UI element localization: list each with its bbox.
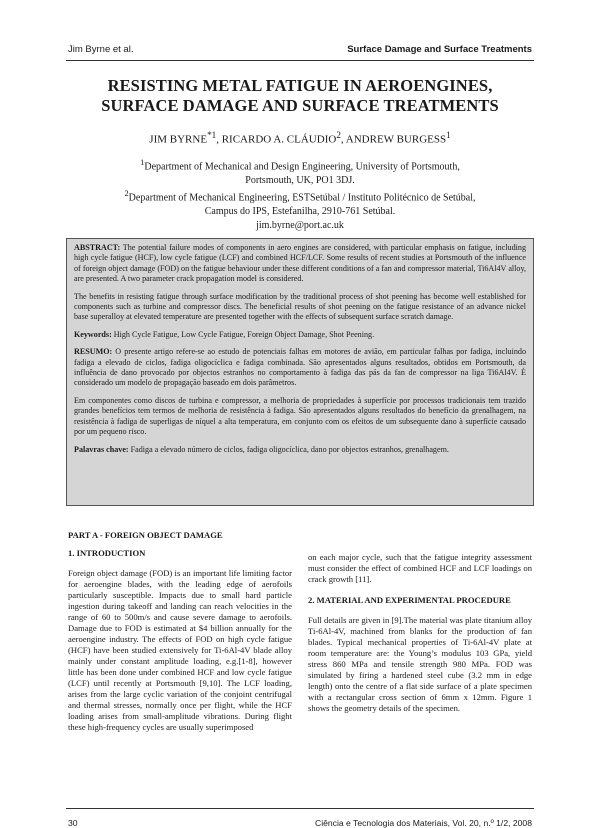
left-column [68,548,292,743]
palavras-paragraph [74,445,526,455]
abstract-paragraph-2: The benefits in resisting fatigue through surface modification by the traditional process of shot peening has become well established for components such as turbine and compressor discs. The beneficial results of shot peening on the fatigue resistance of an advance nickel base superalloy at elevated temperature are presented together with the effects of subsequent surface scratch damage. [74,291,526,322]
resumo-paragraph-1 [74,347,526,389]
author-1: JIM BYRNE [149,133,208,146]
abstract-paragraph-1 [74,243,526,285]
section-1-title: 1. INTRODUCTION [68,548,146,558]
affiliation-1-line-2: Portsmouth, UK, PO1 3DJ. [245,174,355,186]
header-rule [66,60,534,61]
section-1-continuation: on each major cycle, such that the fatigue integrity assessment must consider the effect of combined HCF and LCF loadings on crack growth [11]. [308,552,532,584]
affiliation-1-line-1: Department of Mechanical and Design Engineering, University of Portsmouth, [144,161,460,173]
running-header-authors: Jim Byrne et al. [68,44,134,55]
page-number: 30 [68,818,78,828]
author-3: , ANDREW BURGESS [340,133,447,146]
affiliations [80,156,520,232]
running-header-topic: Surface Damage and Surface Treatments [347,44,532,55]
keywords-paragraph [74,330,526,340]
abstract-label: ABSTRACT: [74,243,121,252]
resumo-label: RESUMO: [74,347,113,357]
author-2-marker: 2 [336,130,341,140]
part-heading: PART A - FOREIGN OBJECT DAMAGE [68,530,223,540]
author-list [60,130,540,146]
affiliation-2-line-2: Campus do IPS, Estefanilha, 2910-761 Setúbal. [204,206,396,218]
corresponding-email: jim.byrne@port.ac.uk [256,219,344,231]
resumo-text-1: O presente artigo refere-se ao estudo de potenciais falhas em motores de avião, em particular falhas por fadiga, incluindo fadiga a elevado de ciclos, fadiga oligocíclica e fadiga combinada. São apresentados alguns resultados, obtidos em Portsmouth, da influência de dano provocado por objectos estranhos no comportamento à fadiga das pás da fan de compressor na liga Ti6Al4V. É considerado um modelo de propagação baseado em dois parâmetros. [74,347,526,388]
keywords-text: High Cycle Fatigue, Low Cycle Fatigue, Foreign Object Damage, Shot Peening. [111,329,375,339]
footer-rule [66,808,534,809]
author-2: , RICARDO A. CLÁUDIO [216,133,337,146]
resumo-paragraph-2: Em componentes como discos de turbina e compressor, a melhoria de propriedades à superfície por processos tradicionais tem trazido grandes benefícios tem termos de melhoria de resistência à fadiga. São apresentados alguns resultados do benefício da grenalhagem, na resistência à fadiga de superligas de níquel a alta temperatura, em conjunto com os efeitos de um subsequente dano à superfície causado por um pequeno risco. [74,395,526,437]
affiliation-2-marker: 2 [124,189,129,199]
abstract-box [66,238,534,506]
palavras-text: Fadiga a elevado número de ciclos, fadiga oligocíclica, dano por objectos estranhos, grenalhagem. [128,444,449,454]
title-line-1: RESISTING METAL FATIGUE IN AEROENGINES, [107,76,493,95]
author-1-marker: *1 [207,130,217,140]
section-2-text: Full details are given in [9].The material was plate titanium alloy Ti-6Al-4V, machined from blanks for the production of fan blades. Typical mechanical properties of Ti-6Al-4V plate at room temperature are: the Young’s modulus 103 GPa, yield stress 860 MPa and tensile strength 980 MPa. FOD was simulated by firing a hardened steel cube (3.2 mm in edge length) onto the centre of a flat side surface of a plate specimen with a rectangular cross section of 6mm x 12mm. Figure 1 shows the geometry details of the specimen. [308,615,532,713]
author-3-marker: 1 [446,130,451,140]
abstract-text-1: The potential failure modes of components in aero engines are considered, with particular emphasis on fatigue, including high cycle fatigue (HCF), low cycle fatigue (LCF) and combined HCF/LCF. Some results of recent studies at Portsmouth of the influence of foreign object damage (FOD) on the fatigue behaviour under these different conditions of a fan and compressor material, Ti6Al4V alloy, are presented. A two parameter crack propagation model is considered. [74,243,526,284]
palavras-label: Palavras chave: [74,444,129,454]
section-1-text: Foreign object damage (FOD) is an important life limiting factor for aeroengine blades, with the leading edge of aerofoils particularly susceptible. Impacts due to small hard particle ingestion during takeoff and landing can reach velocities in the range of 60 to 500m/s and cause severe damage to aerofoils. Damage due to FOD is estimated at $4 billion annually for the aeroengine industry. The effects of FOD on high cycle fatigue (HCF) have been studied extensively for Ti-6Al-4V blade alloy mainly under constant amplitude loading, e.g.[1-8], however little has been done under combined HCF and low cycle fatigue (LCF) until recently at Portsmouth [9,10]. The LCF loading, arises from the large cyclic variation of the conjoint centrifugal and thermal stresses, normally once per flight, while the HCF loading arises from small-amplitude vibrations. During flight these high-frequency cycles are usually superimposed [68,568,292,732]
title-line-2: SURFACE DAMAGE AND SURFACE TREATMENTS [101,96,499,115]
paper-title [60,76,540,116]
affiliation-2-line-1: Department of Mechanical Engineering, ESTSetúbal / Instituto Politécnico de Setúbal, [128,192,476,204]
keywords-label: Keywords: [74,329,112,339]
section-2-title: 2. MATERIAL AND EXPERIMENTAL PROCEDURE [308,595,511,605]
right-column [308,552,532,724]
affiliation-1-marker: 1 [140,158,145,167]
journal-citation: Ciência e Tecnologia dos Materiais, Vol. 20, n.º 1/2, 2008 [314,818,532,828]
